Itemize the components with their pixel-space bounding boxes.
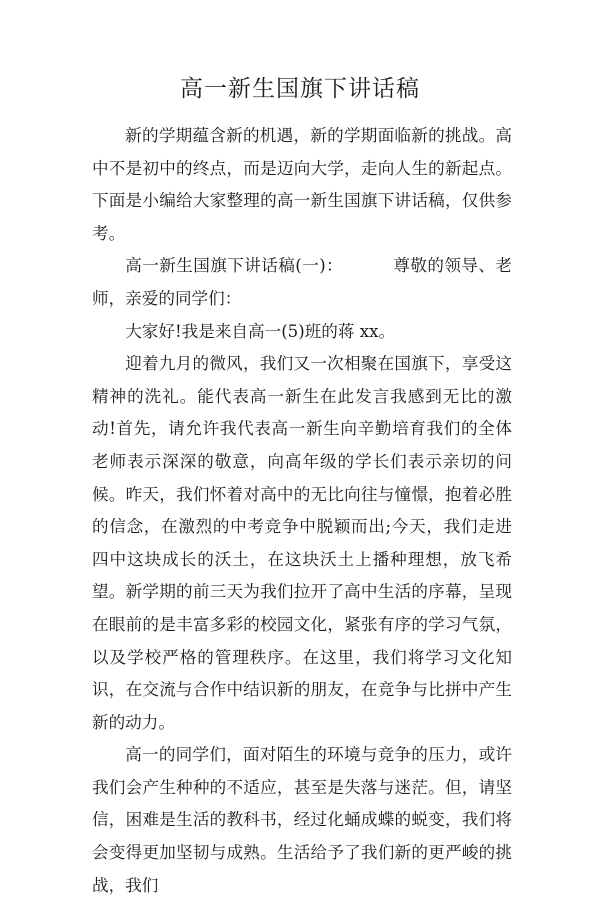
paragraph-body-2: 高一的同学们，面对陌生的环境与竞争的压力，或许我们会产生种种的不适应，甚至是失落与迷茫。但，请坚信，困难是生活的教科书，经过化蛹成蝶的蜕变，我们将会变得更加坚韧与成熟。生活给予了我们新的更严峻的挑战，我们: [92, 745, 512, 895]
document-title: 高一新生国旗下讲话稿: [180, 76, 420, 102]
paragraph-body-1: 迎着九月的微风，我们又一次相聚在国旗下，享受这精神的洗礼。能代表高一新生在此发言我感到无比的激动!首先，请允许我代表高一新生向辛勤培育我们的全体老师表示深深的敬意，向高年级的学长们表示亲切的问候。昨天，我们怀着对高中的无比向往与憧憬，抱着必胜的信念，在激烈的中考竞争中脱颖而出;今天，我们走进四中这块成长的沃土，在这块沃土上播种理想，放飞希望。新学期的前三天为我们拉开了高中生活的序幕，呈现在眼前的是丰富多彩的校园文化，紧张有序的学习气氛，以及学校严格的管理秩序。在这里，我们将学习文化知识，在交流与合作中结识新的朋友，在竞争与比拼中产生新的动力。: [92, 354, 512, 732]
salutation-text: 尊敬的领导、老师，亲爱的同学们：: [92, 256, 513, 308]
document-body: [92, 120, 512, 902]
paragraph-intro: 新的学期蕴含新的机遇，新的学期面临新的挑战。高中不是初中的终点，而是迈向大学，走向人生的新起点。下面是小编给大家整理的高一新生国旗下讲话稿，仅供参考。: [92, 126, 512, 243]
paragraph-greeting: 大家好!我是来自高一(5)班的蒋 xx。: [125, 321, 396, 341]
paragraph-salutation: [92, 250, 512, 315]
speech-heading: 高一新生国旗下讲话稿(一)：: [125, 256, 344, 276]
